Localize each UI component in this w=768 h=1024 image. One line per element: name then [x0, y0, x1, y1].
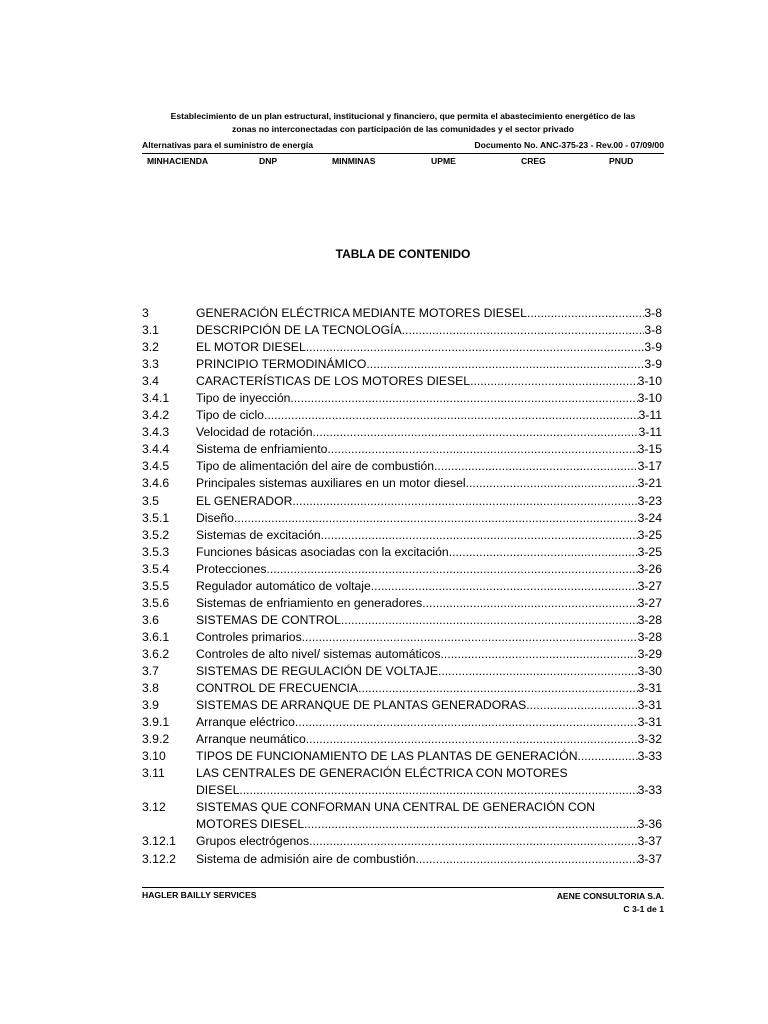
toc-entry-title: Sistemas de excitación [196, 527, 321, 542]
toc-dot-leader [422, 595, 637, 612]
toc-entry-page: 3-37 [637, 834, 662, 849]
header-title-line-2: zonas no interconectadas con participación de las comunidades y el sector privado [232, 124, 574, 134]
toc-dot-leader [526, 697, 637, 714]
toc-entry-page: 3-10 [637, 374, 662, 389]
toc-entry-title: Controles de alto nivel/ sistemas automáticos [196, 646, 441, 661]
toc-dot-leader [578, 748, 638, 765]
toc-entry-title: PRINCIPIO TERMODINÁMICO [196, 357, 367, 372]
toc-dot-leader [290, 390, 637, 407]
toc-dot-leader [292, 493, 637, 510]
toc-entry-title: TIPOS DE FUNCIONAMIENTO DE LAS PLANTAS DE GENERACIÓN [196, 749, 578, 764]
toc-entry-number: 3.12.2 [142, 851, 176, 866]
toc-entry-title: SISTEMAS DE CONTROL [196, 612, 341, 627]
toc-entry-title: Controles primarios [196, 629, 302, 644]
toc-entry-number: 3.11 [142, 766, 165, 781]
toc-entry-page: 3-9 [644, 340, 662, 355]
toc-entry[interactable] [142, 373, 662, 390]
toc-entry[interactable] [142, 765, 662, 799]
org-label: MINHACIENDA [147, 156, 209, 166]
toc-entry[interactable] [142, 697, 662, 714]
toc-dot-leader [527, 305, 644, 322]
toc-entry-number: 3.5.5 [142, 578, 170, 593]
org-label: CREG [521, 156, 546, 166]
toc-entry-page: 3-9 [644, 357, 662, 372]
toc-dot-leader [304, 816, 637, 833]
toc-entry-number: 3.5.2 [142, 527, 170, 542]
toc-entry-page: 3-8 [644, 306, 662, 320]
toc-entry-page: 3-8 [644, 323, 662, 338]
toc-entry-title: Grupos electrógenos [196, 834, 310, 849]
header-title-line-1: Establecimiento de un plan estructural, institucional y financiero, que permita el abastecimiento energético de las [170, 111, 636, 121]
toc-entry-number: 3.1 [142, 323, 159, 338]
toc-entry-number: 3.4.5 [142, 459, 170, 474]
toc-dot-leader [234, 510, 638, 527]
header-document-number: Documento No. ANC-375-23 - Rev.00 - 07/09/00 [474, 140, 664, 150]
toc-entry-page: 3-29 [637, 646, 662, 661]
toc-entry-page: 3-11 [638, 425, 662, 440]
toc-entry-number: 3.4 [142, 374, 159, 389]
toc-entry-title: DIESEL [196, 783, 240, 798]
toc-entry-page: 3-31 [637, 681, 662, 696]
org-label: DNP [259, 156, 278, 166]
toc-entry[interactable] [142, 595, 662, 612]
toc-entry-page: 3-37 [637, 851, 662, 866]
footer-company: HAGLER BAILLY SERVICES [142, 890, 257, 900]
toc-entry[interactable] [142, 680, 662, 697]
toc-entry-title: CARACTERÍSTICAS DE LOS MOTORES DIESEL [196, 374, 471, 389]
toc-entry[interactable] [142, 629, 662, 646]
toc-dot-leader [366, 356, 644, 373]
toc-entry-page: 3-17 [637, 459, 662, 474]
toc-entry[interactable] [142, 799, 662, 833]
toc-dot-leader [309, 833, 637, 850]
toc-entry-number: 3.5.1 [142, 510, 170, 525]
toc-dot-leader [434, 458, 638, 475]
toc-entry-title: EL MOTOR DIESEL [196, 340, 306, 355]
toc-entry-number: 3.2 [142, 340, 159, 355]
toc-entry-page: 3-23 [637, 493, 662, 508]
toc-entry-title: SISTEMAS DE ARRANQUE DE PLANTAS GENERADORAS [196, 698, 527, 713]
toc-entry[interactable] [142, 305, 662, 322]
header-subtitle-row [142, 139, 664, 154]
toc-entry-number: 3.6 [142, 612, 159, 627]
toc-entry-title: Principales sistemas auxiliares en un motor diesel [196, 476, 466, 491]
toc-entry-page: 3-31 [637, 715, 662, 730]
toc-entry-page: 3-24 [637, 510, 662, 525]
toc-entry-title: DESCRIPCIÓN DE LA TECNOLOGÍA [196, 323, 402, 338]
toc-dot-leader [449, 544, 638, 561]
org-label: MINMINAS [332, 156, 376, 166]
toc-entry-number: 3.4.3 [142, 425, 170, 440]
toc-entry-title: GENERACIÓN ELÉCTRICA MEDIANTE MOTORES DIESEL [196, 306, 527, 320]
toc-dot-leader [266, 561, 637, 578]
toc-entry-title: Regulador automático de voltaje [196, 578, 371, 593]
toc-dot-leader [302, 629, 638, 646]
toc-entry-number: 3.7 [142, 663, 159, 678]
toc-entry-page: 3-31 [637, 698, 662, 713]
toc-dot-leader [341, 612, 638, 629]
toc-entry-number: 3.10 [142, 749, 166, 764]
toc-entry-title: Arranque neumático. [196, 732, 310, 747]
toc-entry-number: 3.4.6 [142, 476, 170, 491]
toc-entry-page: 3-33 [637, 783, 662, 798]
toc-entry-number: 3.5.6 [142, 595, 170, 610]
toc-entry-page: 3-28 [637, 612, 662, 627]
footer-right [557, 890, 664, 916]
toc-entry-number: 3.6.1 [142, 629, 170, 644]
toc-entry-title-line-1: SISTEMAS QUE CONFORMAN UNA CENTRAL DE GENERACIÓN CON [196, 800, 596, 815]
toc-dot-leader [309, 731, 637, 748]
toc-entry-title: Sistema de admisión aire de combustión. [196, 851, 419, 866]
toc-entry[interactable] [142, 748, 662, 765]
toc-dot-leader [402, 322, 645, 339]
toc-entry-page: 3-21 [637, 476, 662, 491]
toc-entry-number: 3.4.4 [142, 442, 170, 457]
toc-entry-title: Protecciones [196, 561, 267, 576]
header-organizations [142, 156, 664, 168]
toc-entry-number: 3.12.1 [142, 834, 176, 849]
toc-dot-leader [321, 527, 638, 544]
header-subtitle-left: Alternativas para el suministro de energía [142, 140, 313, 150]
toc-entry-page: 3-33 [637, 749, 662, 764]
toc-entry[interactable] [142, 851, 662, 868]
toc-entry-page: 3-30 [637, 663, 662, 678]
toc-entry-title: Sistema de enfriamiento [196, 442, 328, 457]
toc-entry[interactable] [142, 833, 662, 850]
toc-entry-page: 3-10 [637, 391, 662, 406]
toc-entry-page: 3-27 [637, 595, 662, 610]
toc-entry-page: 3-26 [637, 561, 662, 576]
toc-entry-title: Diseño [196, 510, 234, 525]
toc-entry-number: 3.9.1 [142, 715, 170, 730]
toc-entry[interactable] [142, 714, 662, 731]
toc-entry-title: SISTEMAS DE REGULACIÓN DE VOLTAJE [196, 663, 438, 678]
toc-entry[interactable] [142, 527, 662, 544]
toc-dot-leader [470, 373, 638, 390]
toc-dot-leader [239, 782, 637, 799]
toc-entry[interactable] [142, 322, 662, 339]
footer-divider [142, 887, 664, 888]
toc-entry-page: 3-36 [637, 817, 662, 832]
toc-entry-title: EL GENERADOR [196, 493, 293, 508]
toc-entry[interactable] [142, 339, 662, 356]
toc-entry-number: 3.3 [142, 357, 159, 372]
document-header-title [142, 110, 664, 136]
toc-entry-title: CONTROL DE FRECUENCIA [196, 681, 359, 696]
toc-dot-leader [358, 680, 638, 697]
toc-entry-number: 3.4.2 [142, 408, 170, 423]
toc-entry[interactable] [142, 475, 662, 492]
toc-entry-page: 3-25 [637, 544, 662, 559]
toc-entry[interactable] [142, 578, 662, 595]
toc-dot-leader [441, 646, 638, 663]
toc-entry-number: 3 [142, 306, 149, 320]
toc-entry-page: 3-11 [638, 408, 662, 423]
toc-entry[interactable] [142, 493, 662, 510]
toc-dot-leader [438, 663, 638, 680]
toc-entry-number: 3.5.3 [142, 544, 170, 559]
toc-entry[interactable] [142, 390, 662, 407]
toc-entry[interactable] [142, 458, 662, 475]
org-label: UPME [431, 156, 456, 166]
footer-consultant: AENE CONSULTORIA S.A. [556, 891, 664, 901]
toc-entry-number: 3.6.2 [142, 646, 170, 661]
toc-entry[interactable] [142, 663, 662, 680]
toc-entry[interactable] [142, 544, 662, 561]
toc-entry[interactable] [142, 646, 662, 663]
toc-entry[interactable] [142, 561, 662, 578]
toc-dot-leader [327, 441, 637, 458]
toc-entry-number: 3.4.1 [142, 391, 170, 406]
org-label: PNUD [609, 156, 634, 166]
toc-dot-leader [306, 339, 645, 356]
toc-entry-page: 3-28 [637, 629, 662, 644]
table-of-contents [142, 305, 662, 868]
toc-entry-number: 3.9.2 [142, 732, 170, 747]
toc-entry[interactable] [142, 441, 662, 458]
toc-entry-page: 3-32 [637, 732, 662, 747]
toc-entry[interactable] [142, 356, 662, 373]
toc-entry-number: 3.9 [142, 698, 159, 713]
toc-entry-title: Tipo de ciclo [196, 408, 264, 423]
toc-dot-leader [371, 578, 638, 595]
toc-entry-title-line-1: LAS CENTRALES DE GENERACIÓN ELÉCTRICA CON MOTORES [196, 766, 568, 781]
toc-entry[interactable] [142, 510, 662, 527]
toc-entry-title: Funciones básicas asociadas con la excitación [196, 544, 449, 559]
toc-entry-page: 3-27 [637, 578, 662, 593]
toc-dot-leader [264, 407, 639, 424]
toc-entry[interactable] [142, 612, 662, 629]
toc-entry-number: 3.8 [142, 681, 159, 696]
toc-entry-number: 3.5.4 [142, 561, 170, 576]
toc-entry-page: 3-15 [637, 442, 662, 457]
toc-entry[interactable] [142, 731, 662, 748]
toc-entry-title: Sistemas de enfriamiento en generadores [196, 595, 423, 610]
toc-dot-leader [466, 475, 638, 492]
toc-entry[interactable] [142, 407, 662, 424]
toc-dot-leader [419, 851, 638, 868]
toc-heading: TABLA DE CONTENIDO [335, 247, 471, 261]
toc-dot-leader [313, 424, 639, 441]
toc-dot-leader [298, 714, 637, 731]
footer-page-number: C 3-1 de 1 [623, 904, 664, 914]
toc-entry-title: MOTORES DIESEL [196, 817, 305, 832]
toc-entry-title: Tipo de alimentación del aire de combustión [196, 459, 435, 474]
toc-entry-page: 3-25 [637, 527, 662, 542]
toc-entry-number: 3.5 [142, 493, 159, 508]
toc-entry-title: Tipo de inyección [196, 391, 291, 406]
toc-entry[interactable] [142, 424, 662, 441]
toc-entry-number: 3.12 [142, 800, 166, 815]
toc-entry-title: Arranque eléctrico. [196, 715, 299, 730]
toc-entry-title: Velocidad de rotación [196, 425, 313, 440]
